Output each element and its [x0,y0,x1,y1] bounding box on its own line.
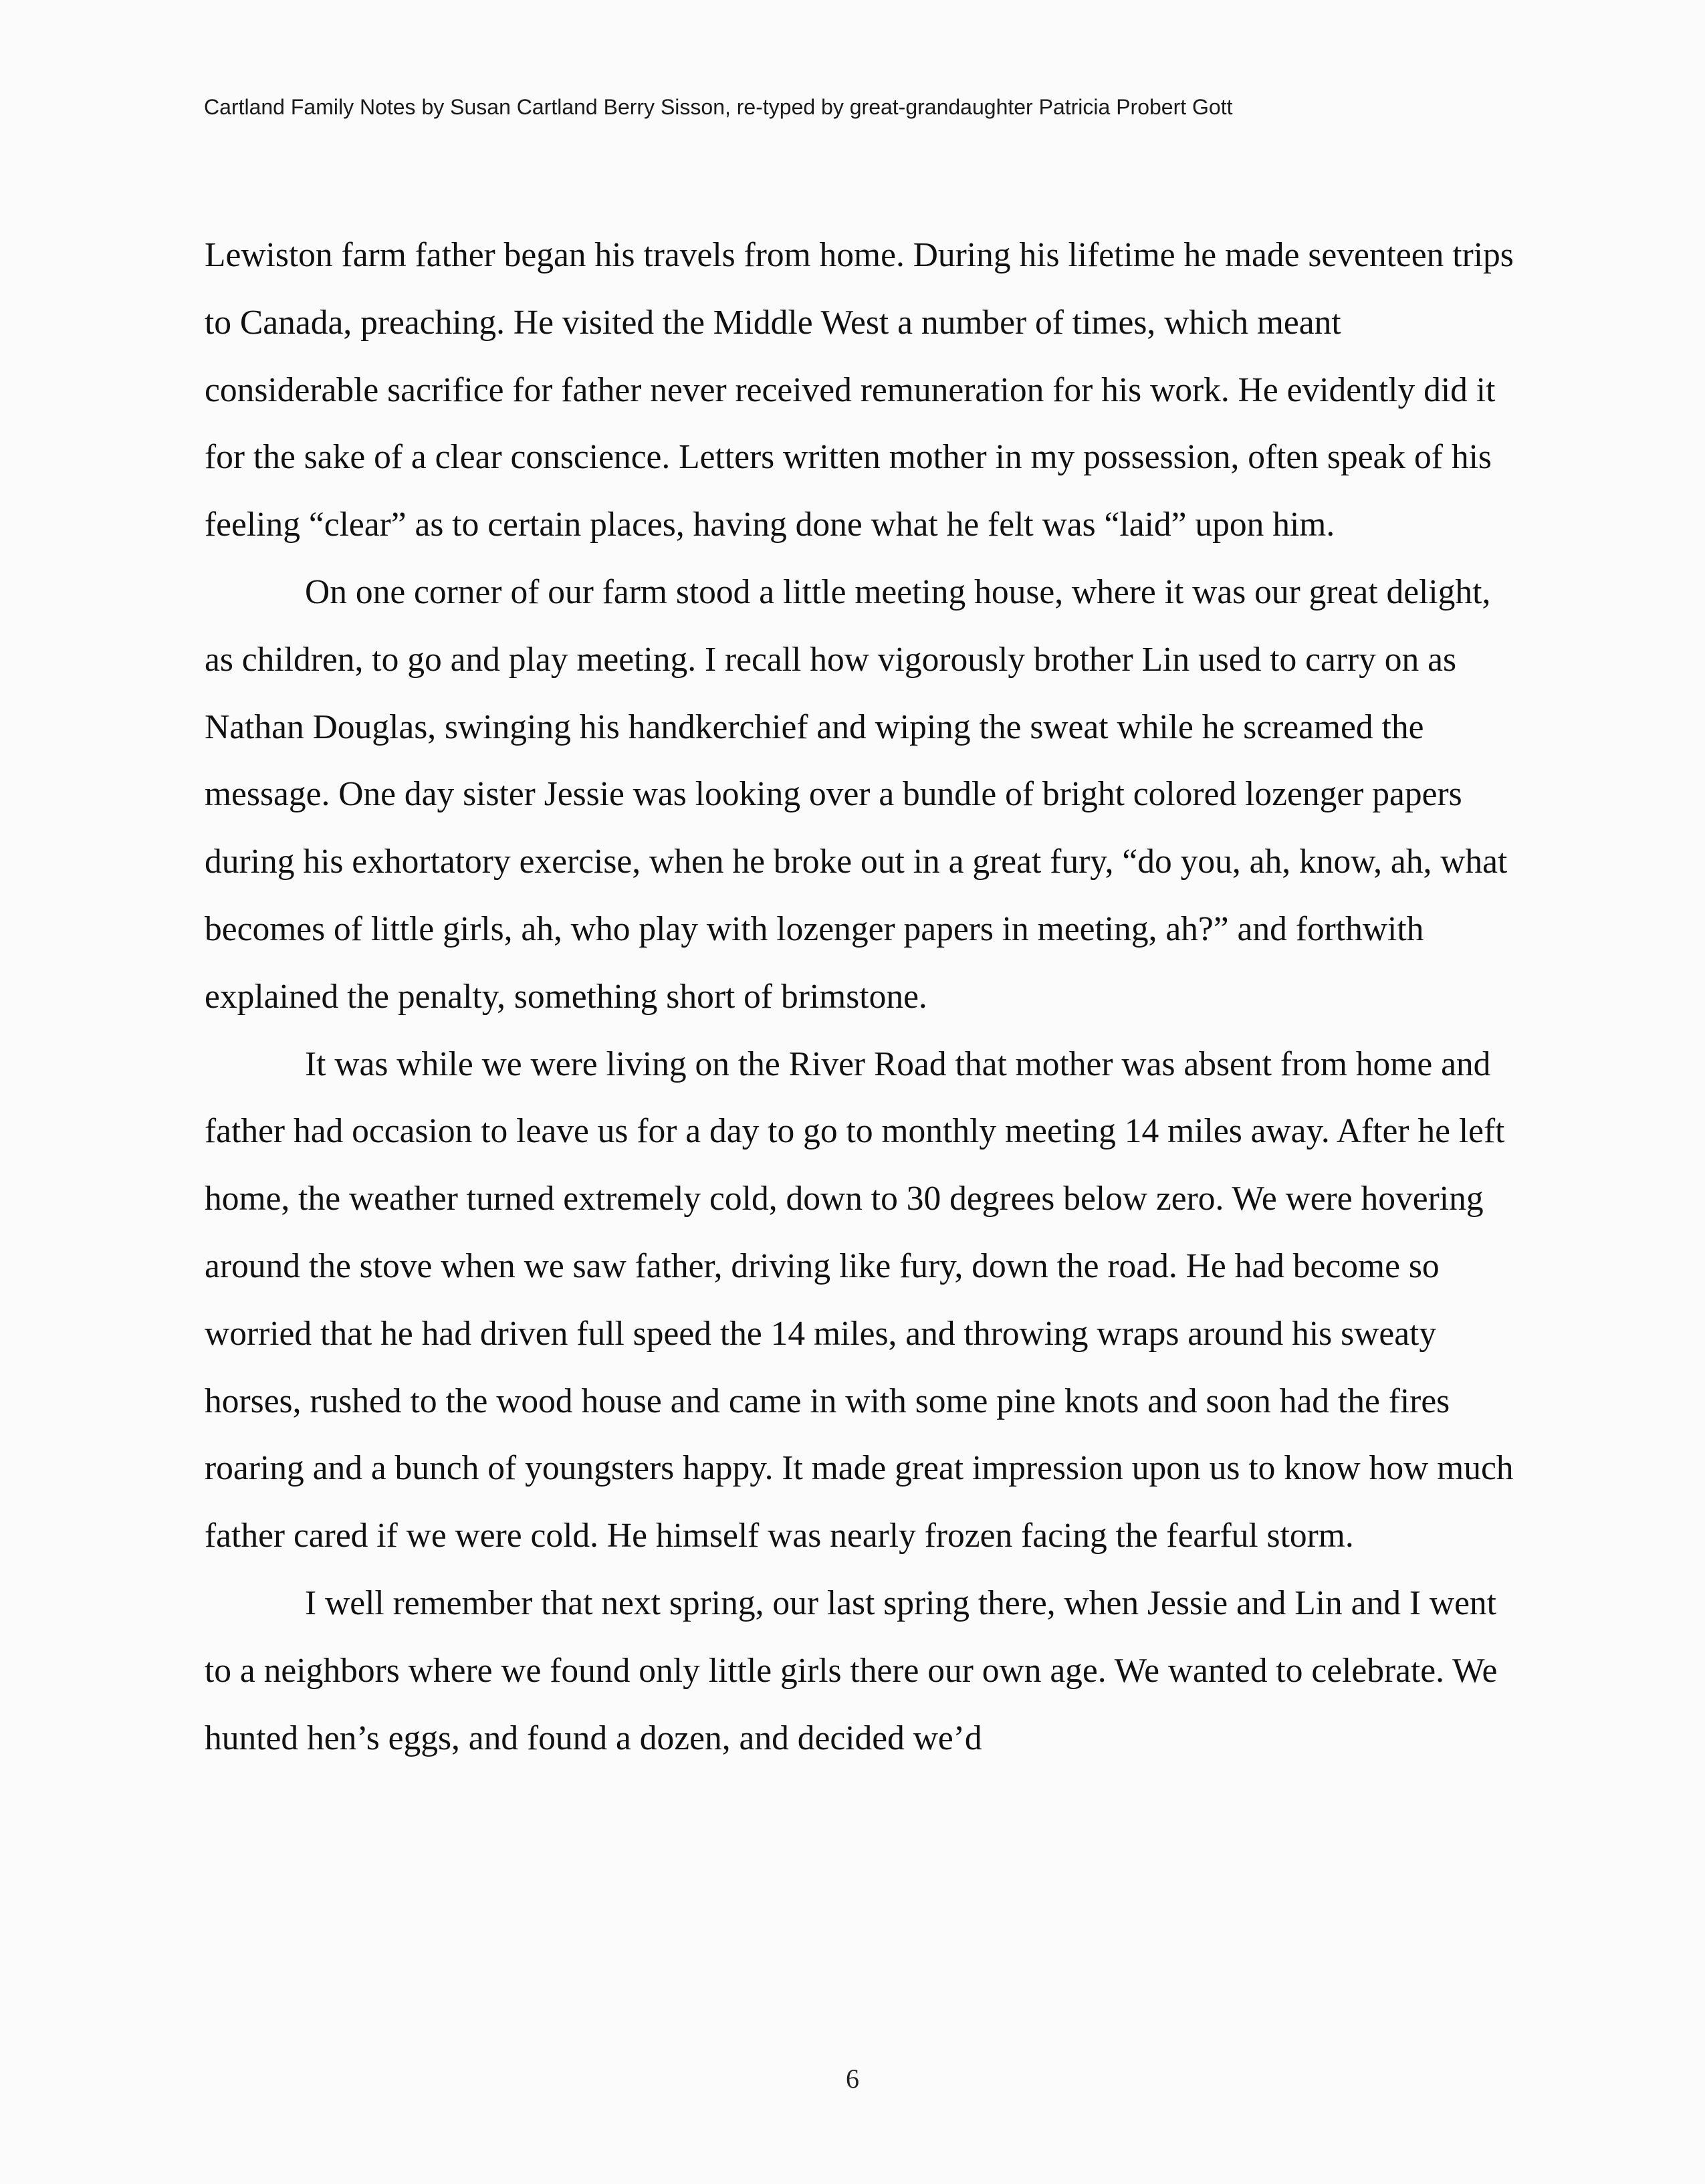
paragraph-2: On one corner of our farm stood a little meeting house, where it was our great delight, as children, to go and play meeting. I recall how vigorously brother Lin used to carry on as Nathan Douglas, swinging his handkerchief and wiping the sweat while he screamed the message. One day sister Jessie was looking over a bundle of bright colored lozenger papers during his exhortatory exercise, when he broke out in a great fury, “do you, ah, know, ah, what becomes of little girls, ah, who play with lozenger papers in meeting, ah?” and forthwith explained the penalty, something short of brimstone. [205,572,1508,1016]
running-header: Cartland Family Notes by Susan Cartland Berry Sisson, re-typed by great-grandaughter Patricia Probert Gott [204,95,1233,119]
paragraph-3: It was while we were living on the River Road that mother was absent from home and father had occasion to leave us for a day to go to monthly meeting 14 miles away. After he left home, the weather turned extremely cold, down to 30 degrees below zero. We were hovering around the stove when we saw father, driving like fury, down the road. He had become so worried that he had driven full speed the 14 miles, and throwing wraps around his sweaty horses, rushed to the wood house and came in with some pine knots and soon had the fires roaring and a bunch of youngsters happy. It made great impression upon us to know how much father cared if we were cold. He himself was nearly frozen facing the fearful storm. [205,1045,1514,1555]
paragraph-1: Lewiston farm father began his travels from home. During his lifetime he made seventeen trips to Canada, preaching. He visited the Middle West a number of times, which meant considerable sacrifice for father never received remuneration for his work. He evidently did it for the sake of a clear conscience. Letters written mother in my possession, often speak of his feeling “clear” as to certain places, having done what he felt was “laid” upon him. [205,236,1514,544]
body-text [205,222,1515,1772]
page-number: 6 [846,2064,859,2094]
paragraph-4: I well remember that next spring, our last spring there, when Jessie and Lin and I went to a neighbors where we found only little girls there our own age. We wanted to celebrate. We hunted hen’s eggs, and found a dozen, and decided we’d [205,1584,1498,1757]
